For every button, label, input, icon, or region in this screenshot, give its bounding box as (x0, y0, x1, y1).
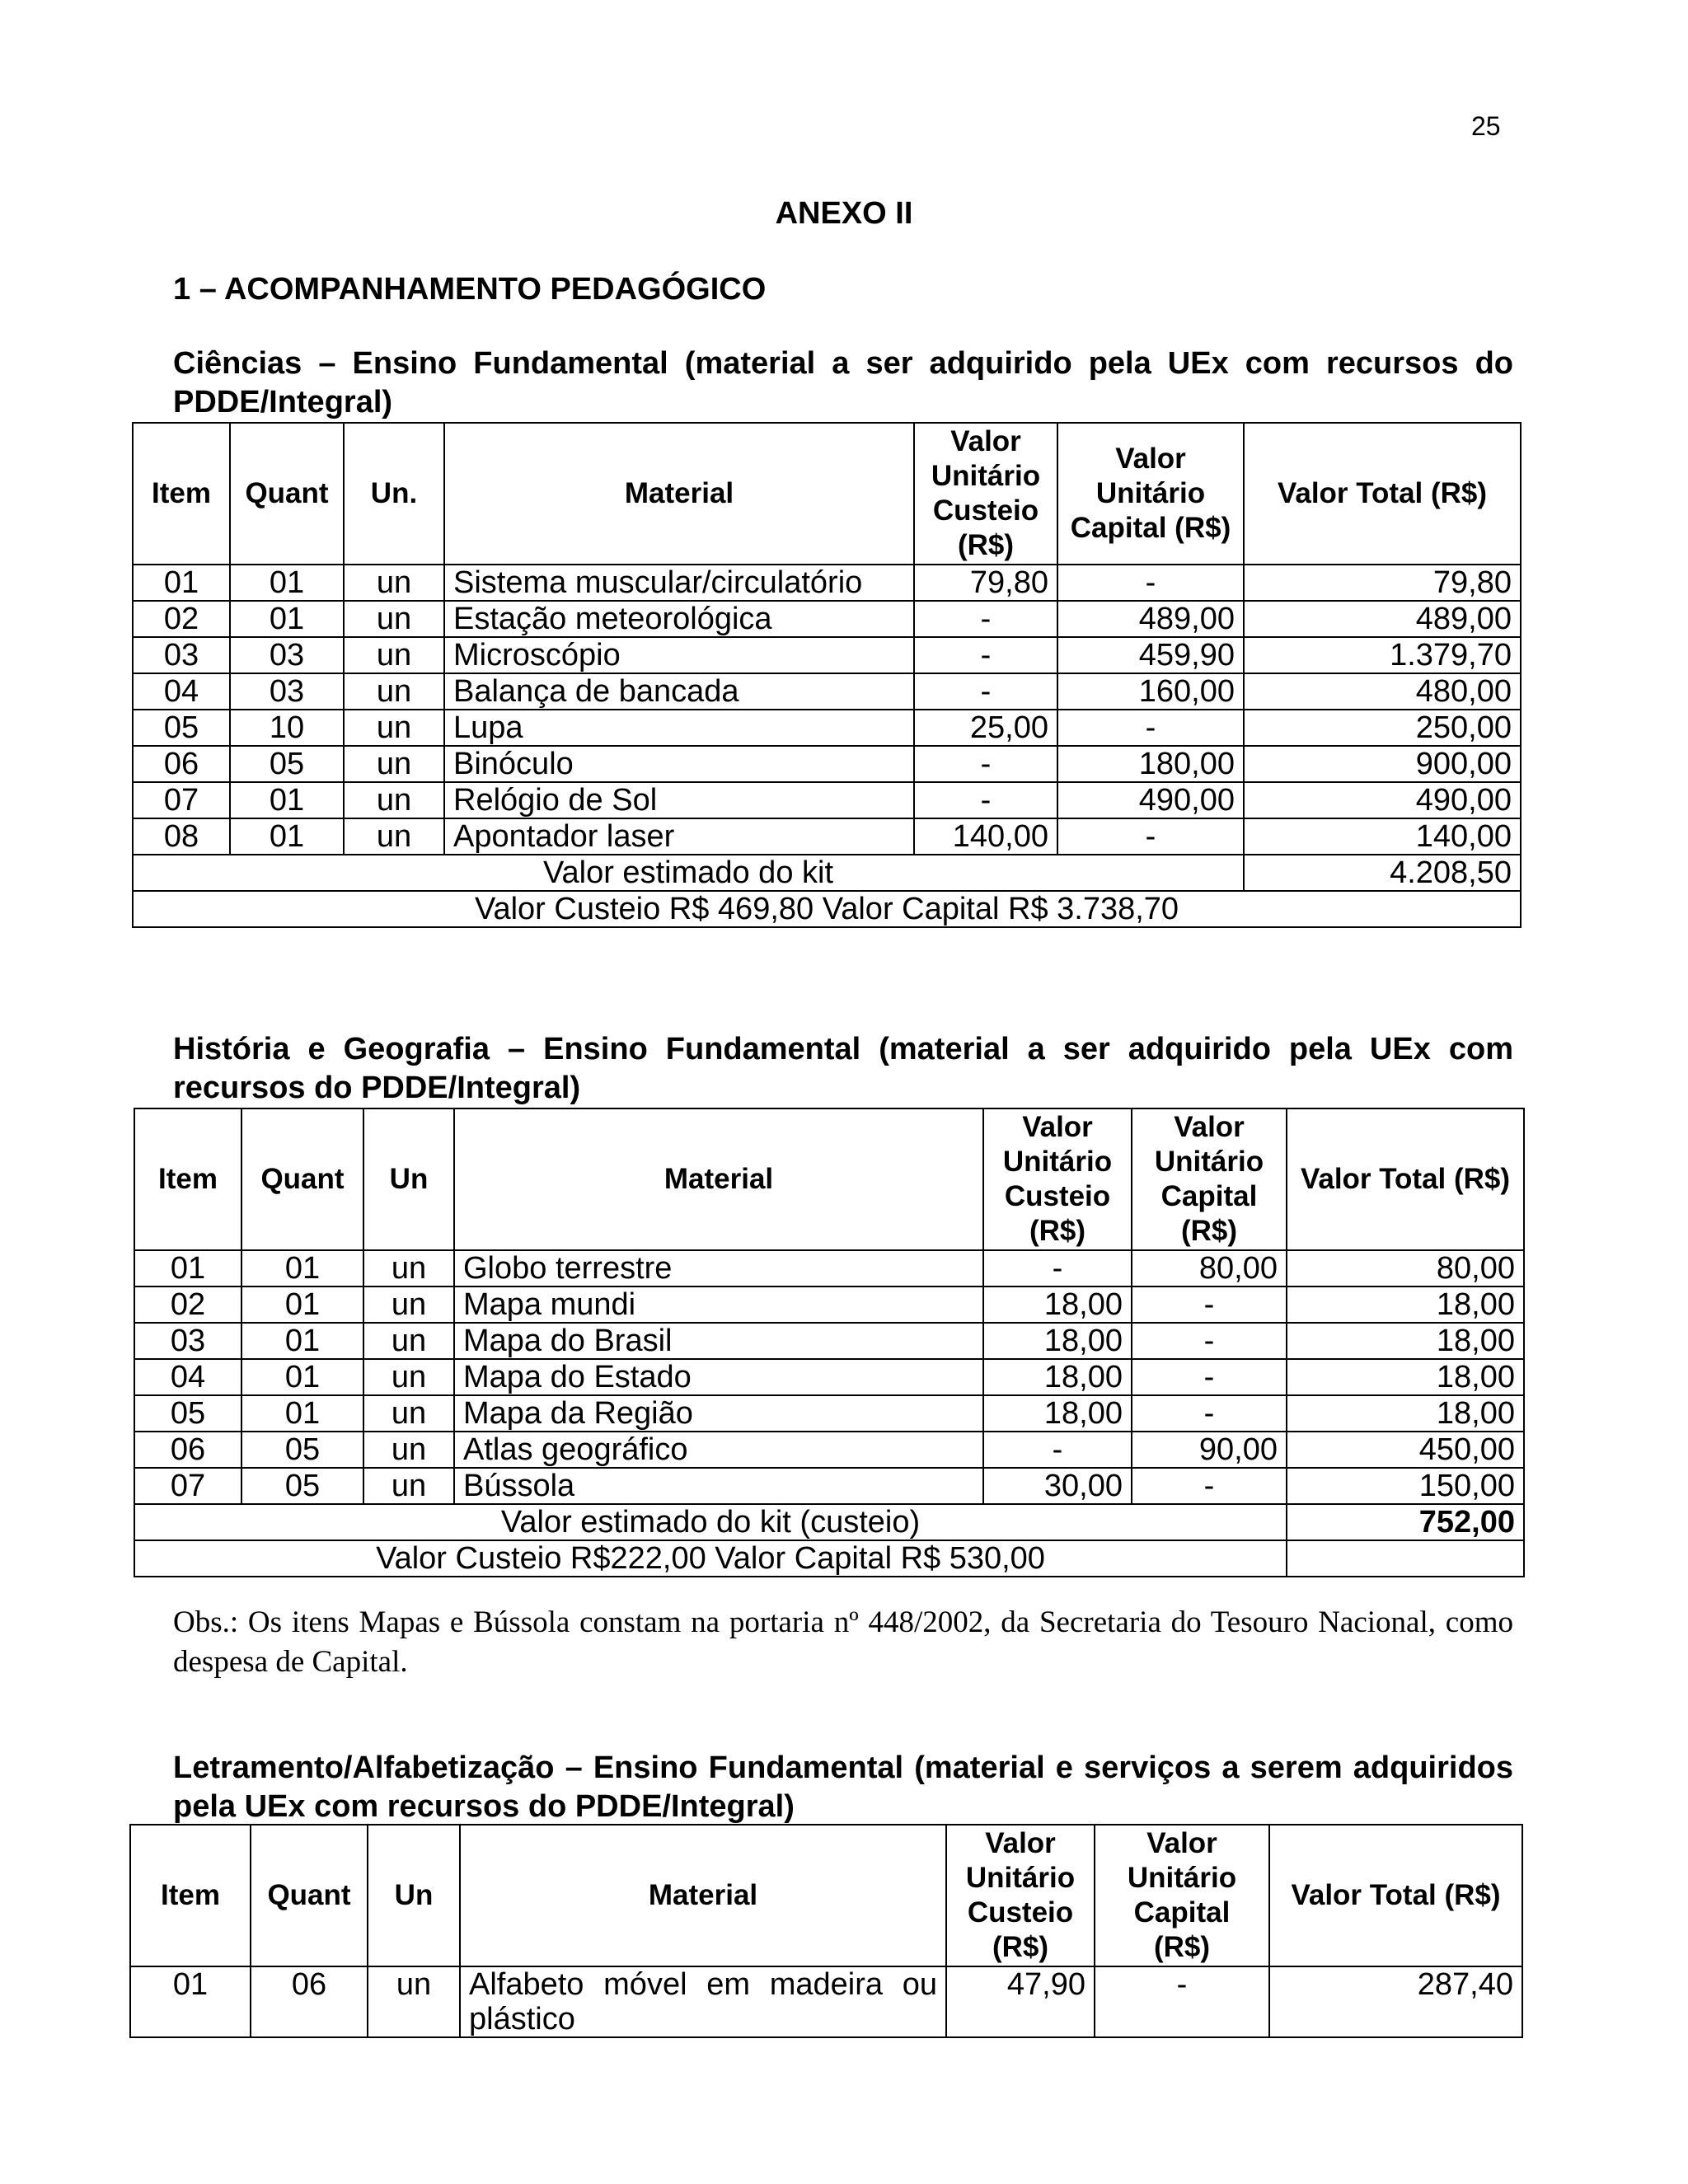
table-row (133, 746, 1521, 782)
total-cell: 250,00 (1244, 710, 1521, 746)
custeio-cell: 18,00 (983, 1359, 1132, 1395)
custeio-cell: 18,00 (983, 1286, 1132, 1323)
table-row (133, 601, 1521, 637)
table-row (133, 782, 1521, 818)
quant-cell: 01 (241, 1250, 363, 1286)
total-cell: 18,00 (1287, 1359, 1524, 1395)
quant-cell: 01 (230, 782, 344, 818)
un-cell: un (363, 1250, 454, 1286)
header-custeio: Valor Unitário Custeio (R$) (914, 423, 1057, 565)
custeio-cell: 140,00 (914, 818, 1057, 855)
quant-cell: 01 (230, 565, 344, 601)
estimated-value: 752,00 (1287, 1504, 1524, 1540)
item-cell: 02 (134, 1286, 241, 1323)
total-cell: 18,00 (1287, 1395, 1524, 1432)
table-row (134, 1323, 1524, 1359)
material-cell: Balança de bancada (444, 673, 914, 710)
capital-cell: - (1132, 1286, 1287, 1323)
material-cell: Mapa da Região (454, 1395, 983, 1432)
ciencias-heading: Ciências – Ensino Fundamental (material a ser adquirido pela UEx com recursos do PDDE/Integral) (173, 346, 1513, 419)
total-cell: 18,00 (1287, 1323, 1524, 1359)
quant-cell: 06 (251, 1966, 368, 2037)
item-cell: 06 (134, 1432, 241, 1468)
total-cell: 79,80 (1244, 565, 1521, 601)
letramento-table (129, 1824, 1523, 2038)
table-row (133, 637, 1521, 673)
custeio-cell: - (983, 1432, 1132, 1468)
header-total: Valor Total (R$) (1244, 423, 1521, 565)
capital-cell: - (1057, 818, 1244, 855)
header-material: Material (454, 1108, 983, 1250)
header-capital: Valor Unitário Capital (R$) (1057, 423, 1244, 565)
un-cell: un (344, 818, 444, 855)
custeio-cell: 25,00 (914, 710, 1057, 746)
capital-cell: - (1132, 1359, 1287, 1395)
capital-cell: - (1095, 1966, 1269, 2037)
total-cell: 490,00 (1244, 782, 1521, 818)
header-custeio: Valor Unitário Custeio (R$) (983, 1108, 1132, 1250)
capital-cell: - (1132, 1395, 1287, 1432)
capital-cell: - (1132, 1323, 1287, 1359)
material-cell: Mapa do Brasil (454, 1323, 983, 1359)
header-un: Un (363, 1108, 454, 1250)
total-cell: 140,00 (1244, 818, 1521, 855)
estimated-label: Valor estimado do kit (133, 855, 1244, 891)
quant-cell: 05 (230, 746, 344, 782)
custeio-cell: 18,00 (983, 1323, 1132, 1359)
total-cell: 18,00 (1287, 1286, 1524, 1323)
table-row (134, 1468, 1524, 1504)
header-total: Valor Total (R$) (1269, 1825, 1522, 1966)
item-cell: 08 (133, 818, 230, 855)
un-cell: un (344, 565, 444, 601)
table-row (133, 818, 1521, 855)
table-row (134, 1359, 1524, 1395)
custeio-cell: - (914, 746, 1057, 782)
capital-cell: 90,00 (1132, 1432, 1287, 1468)
quant-cell: 01 (241, 1359, 363, 1395)
table-row (133, 710, 1521, 746)
capital-cell: 459,90 (1057, 637, 1244, 673)
un-cell: un (368, 1966, 460, 2037)
capital-cell: 489,00 (1057, 601, 1244, 637)
item-cell: 01 (133, 565, 230, 601)
header-capital: Valor Unitário Capital (R$) (1095, 1825, 1269, 1966)
total-cell: 1.379,70 (1244, 637, 1521, 673)
material-cell: Alfabeto móvel em madeira ou plástico (460, 1966, 946, 2037)
material-cell: Binóculo (444, 746, 914, 782)
table-row (130, 1966, 1522, 2037)
quant-cell: 03 (230, 673, 344, 710)
table-row (134, 1395, 1524, 1432)
custeio-cell: - (914, 601, 1057, 637)
annex-title: ANEXO II (775, 196, 913, 231)
total-cell: 480,00 (1244, 673, 1521, 710)
material-cell: Mapa mundi (454, 1286, 983, 1323)
header-un: Un. (344, 423, 444, 565)
item-cell: 07 (133, 782, 230, 818)
un-cell: un (363, 1323, 454, 1359)
estimated-value: 4.208,50 (1244, 855, 1521, 891)
custeio-cell: - (914, 673, 1057, 710)
quant-cell: 01 (230, 601, 344, 637)
un-cell: un (363, 1359, 454, 1395)
ciencias-table (132, 422, 1522, 928)
quant-cell: 05 (241, 1468, 363, 1504)
historia-table (134, 1108, 1525, 1577)
header-material: Material (460, 1825, 946, 1966)
item-cell: 07 (134, 1468, 241, 1504)
total-cell: 287,40 (1269, 1966, 1522, 2037)
capital-cell: 180,00 (1057, 746, 1244, 782)
un-cell: un (344, 782, 444, 818)
page-number: 25 (1471, 111, 1501, 141)
total-cell: 900,00 (1244, 746, 1521, 782)
quant-cell: 01 (241, 1286, 363, 1323)
total-cell: 450,00 (1287, 1432, 1524, 1468)
un-cell: un (344, 637, 444, 673)
material-cell: Atlas geográfico (454, 1432, 983, 1468)
summary: Valor Custeio R$222,00 Valor Capital R$ 530,00 (134, 1540, 1287, 1577)
quant-cell: 03 (230, 637, 344, 673)
custeio-cell: - (983, 1250, 1132, 1286)
table-row (134, 1432, 1524, 1468)
capital-cell: - (1057, 565, 1244, 601)
historia-heading: História e Geografia – Ensino Fundamental (material a ser adquirido pela UEx com recursos do PDDE/Integral) (173, 1032, 1513, 1105)
material-cell: Estação meteorológica (444, 601, 914, 637)
material-cell: Relógio de Sol (444, 782, 914, 818)
item-cell: 03 (133, 637, 230, 673)
quant-cell: 05 (241, 1432, 363, 1468)
custeio-cell: 30,00 (983, 1468, 1132, 1504)
table-row (133, 673, 1521, 710)
header-custeio: Valor Unitário Custeio (R$) (946, 1825, 1095, 1966)
material-cell: Lupa (444, 710, 914, 746)
custeio-cell: 47,90 (946, 1966, 1095, 2037)
un-cell: un (344, 746, 444, 782)
custeio-cell: 18,00 (983, 1395, 1132, 1432)
item-cell: 01 (130, 1966, 251, 2037)
estimated-label: Valor estimado do kit (custeio) (134, 1504, 1287, 1540)
un-cell: un (344, 673, 444, 710)
un-cell: un (344, 710, 444, 746)
capital-cell: 490,00 (1057, 782, 1244, 818)
header-material: Material (444, 423, 914, 565)
header-item: Item (133, 423, 230, 565)
quant-cell: 01 (241, 1395, 363, 1432)
total-cell: 150,00 (1287, 1468, 1524, 1504)
header-quant: Quant (251, 1825, 368, 1966)
item-cell: 06 (133, 746, 230, 782)
letramento-heading: Letramento/Alfabetização – Ensino Fundamental (material e serviços a serem adquiridos pela UEx com recursos do PDDE/Integral) (173, 1750, 1513, 1824)
material-cell: Mapa do Estado (454, 1359, 983, 1395)
capital-cell: - (1057, 710, 1244, 746)
quant-cell: 01 (241, 1323, 363, 1359)
custeio-cell: 79,80 (914, 565, 1057, 601)
material-cell: Globo terrestre (454, 1250, 983, 1286)
quant-cell: 10 (230, 710, 344, 746)
header-capital: Valor Unitário Capital (R$) (1132, 1108, 1287, 1250)
section-title: 1 – ACOMPANHAMENTO PEDAGÓGICO (173, 272, 767, 307)
un-cell: un (363, 1286, 454, 1323)
table-row (134, 1286, 1524, 1323)
un-cell: un (363, 1432, 454, 1468)
item-cell: 02 (133, 601, 230, 637)
summary: Valor Custeio R$ 469,80 Valor Capital R$ 3.738,70 (133, 891, 1521, 927)
custeio-cell: - (914, 637, 1057, 673)
header-quant: Quant (241, 1108, 363, 1250)
material-cell: Apontador laser (444, 818, 914, 855)
item-cell: 05 (134, 1395, 241, 1432)
custeio-cell: - (914, 782, 1057, 818)
table-row (133, 565, 1521, 601)
total-cell: 489,00 (1244, 601, 1521, 637)
header-item: Item (130, 1825, 251, 1966)
un-cell: un (363, 1395, 454, 1432)
item-cell: 04 (133, 673, 230, 710)
header-total: Valor Total (R$) (1287, 1108, 1524, 1250)
capital-cell: 80,00 (1132, 1250, 1287, 1286)
item-cell: 01 (134, 1250, 241, 1286)
capital-cell: - (1132, 1468, 1287, 1504)
material-cell: Sistema muscular/circulatório (444, 565, 914, 601)
table-row (134, 1250, 1524, 1286)
header-item: Item (134, 1108, 241, 1250)
material-cell: Bússola (454, 1468, 983, 1504)
quant-cell: 01 (230, 818, 344, 855)
item-cell: 05 (133, 710, 230, 746)
un-cell: un (344, 601, 444, 637)
item-cell: 03 (134, 1323, 241, 1359)
item-cell: 04 (134, 1359, 241, 1395)
total-cell: 80,00 (1287, 1250, 1524, 1286)
header-quant: Quant (230, 423, 344, 565)
observation-note: Obs.: Os itens Mapas e Bússola constam na portaria nº 448/2002, da Secretaria do Tesouro Nacional, como despesa de Capital. (173, 1605, 1513, 1679)
header-un: Un (368, 1825, 460, 1966)
material-cell: Microscópio (444, 637, 914, 673)
un-cell: un (363, 1468, 454, 1504)
summary-empty-cell (1287, 1540, 1524, 1577)
capital-cell: 160,00 (1057, 673, 1244, 710)
